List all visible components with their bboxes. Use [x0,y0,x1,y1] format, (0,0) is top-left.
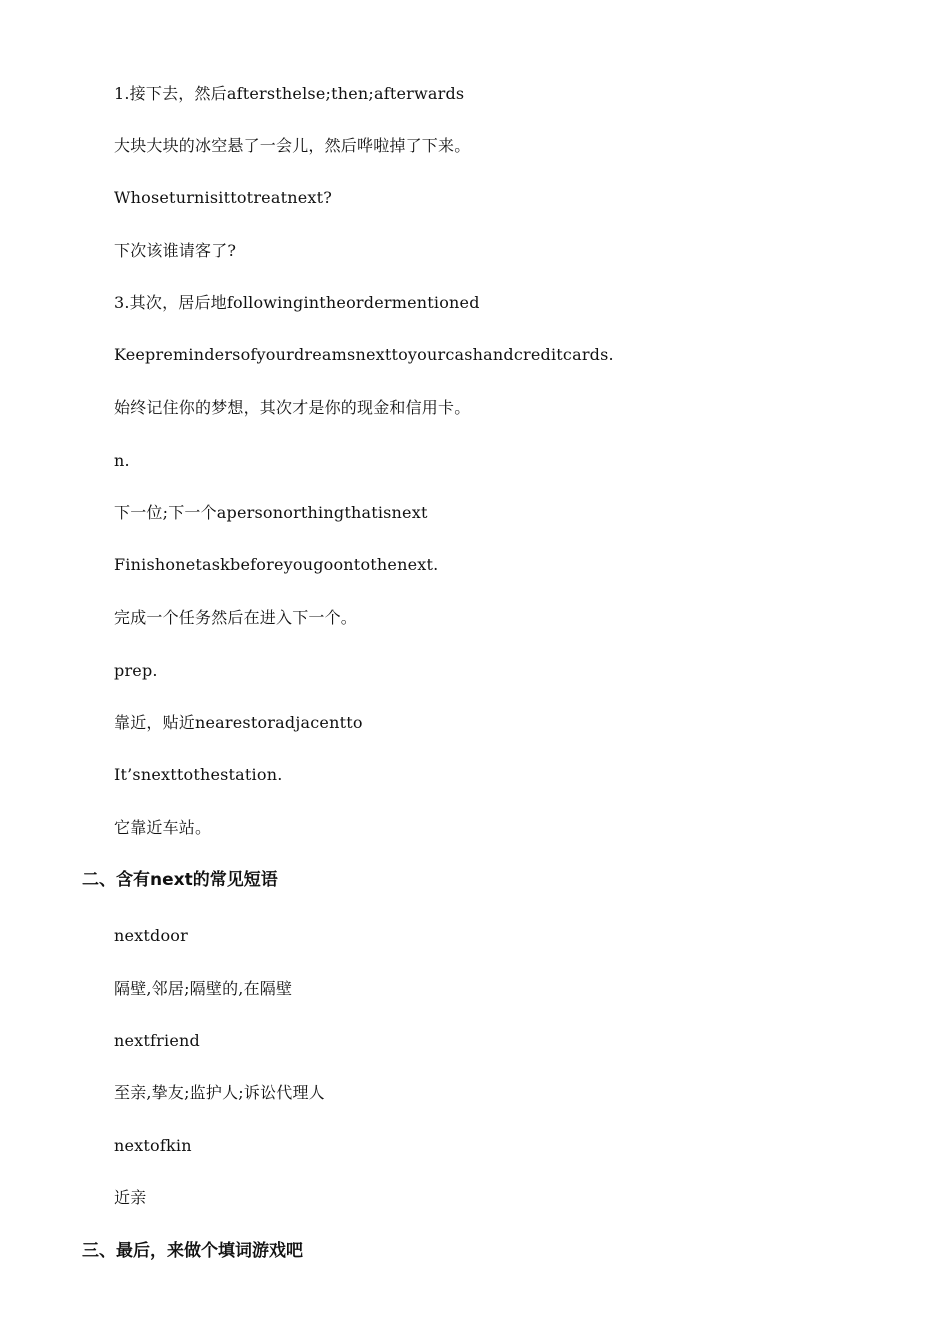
text-line: prep. [114,661,158,680]
text-line: 下一位;下一个apersonorthingthatisnext [114,503,428,522]
phrase-line: nextofkin [114,1136,192,1155]
text-line: 3.其次，居后地followingintheordermentioned [114,293,480,312]
text-line: Whoseturnisittotreatnext? [114,188,333,207]
phrase-line: nextfriend [114,1031,200,1050]
text-line: 完成一个任务然后在进入下一个。 [114,608,358,627]
text-line: Keepremindersofyourdreamsnexttoyourcashandcreditcards. [114,345,614,364]
text-line: 下次该谁请客了? [114,241,237,260]
phrase-line: nextdoor [114,926,188,945]
text-line: It’snexttothestation. [114,765,283,784]
text-line: n. [114,451,130,470]
section-heading: 二、含有next的常见短语 [82,870,278,890]
text-line: 始终记住你的梦想，其次才是你的现金和信用卡。 [114,398,471,417]
phrase-line: 隔壁,邻居;隔壁的,在隔壁 [114,979,293,998]
phrase-line: 至亲,挚友;监护人;诉讼代理人 [114,1083,325,1102]
text-line: Finishonetaskbeforeyougoontothenext. [114,555,439,574]
text-line: 靠近，贴近nearestoradjacentto [114,713,363,732]
text-line: 它靠近车站。 [114,818,212,837]
text-line: 1.接下去，然后aftersthelse;then;afterwards [114,84,465,103]
text-line: 大块大块的冰空悬了一会儿，然后哗啦掉了下来。 [114,136,471,155]
section-heading: 三、最后，来做个填词游戏吧 [82,1241,303,1261]
phrase-line: 近亲 [114,1188,147,1207]
